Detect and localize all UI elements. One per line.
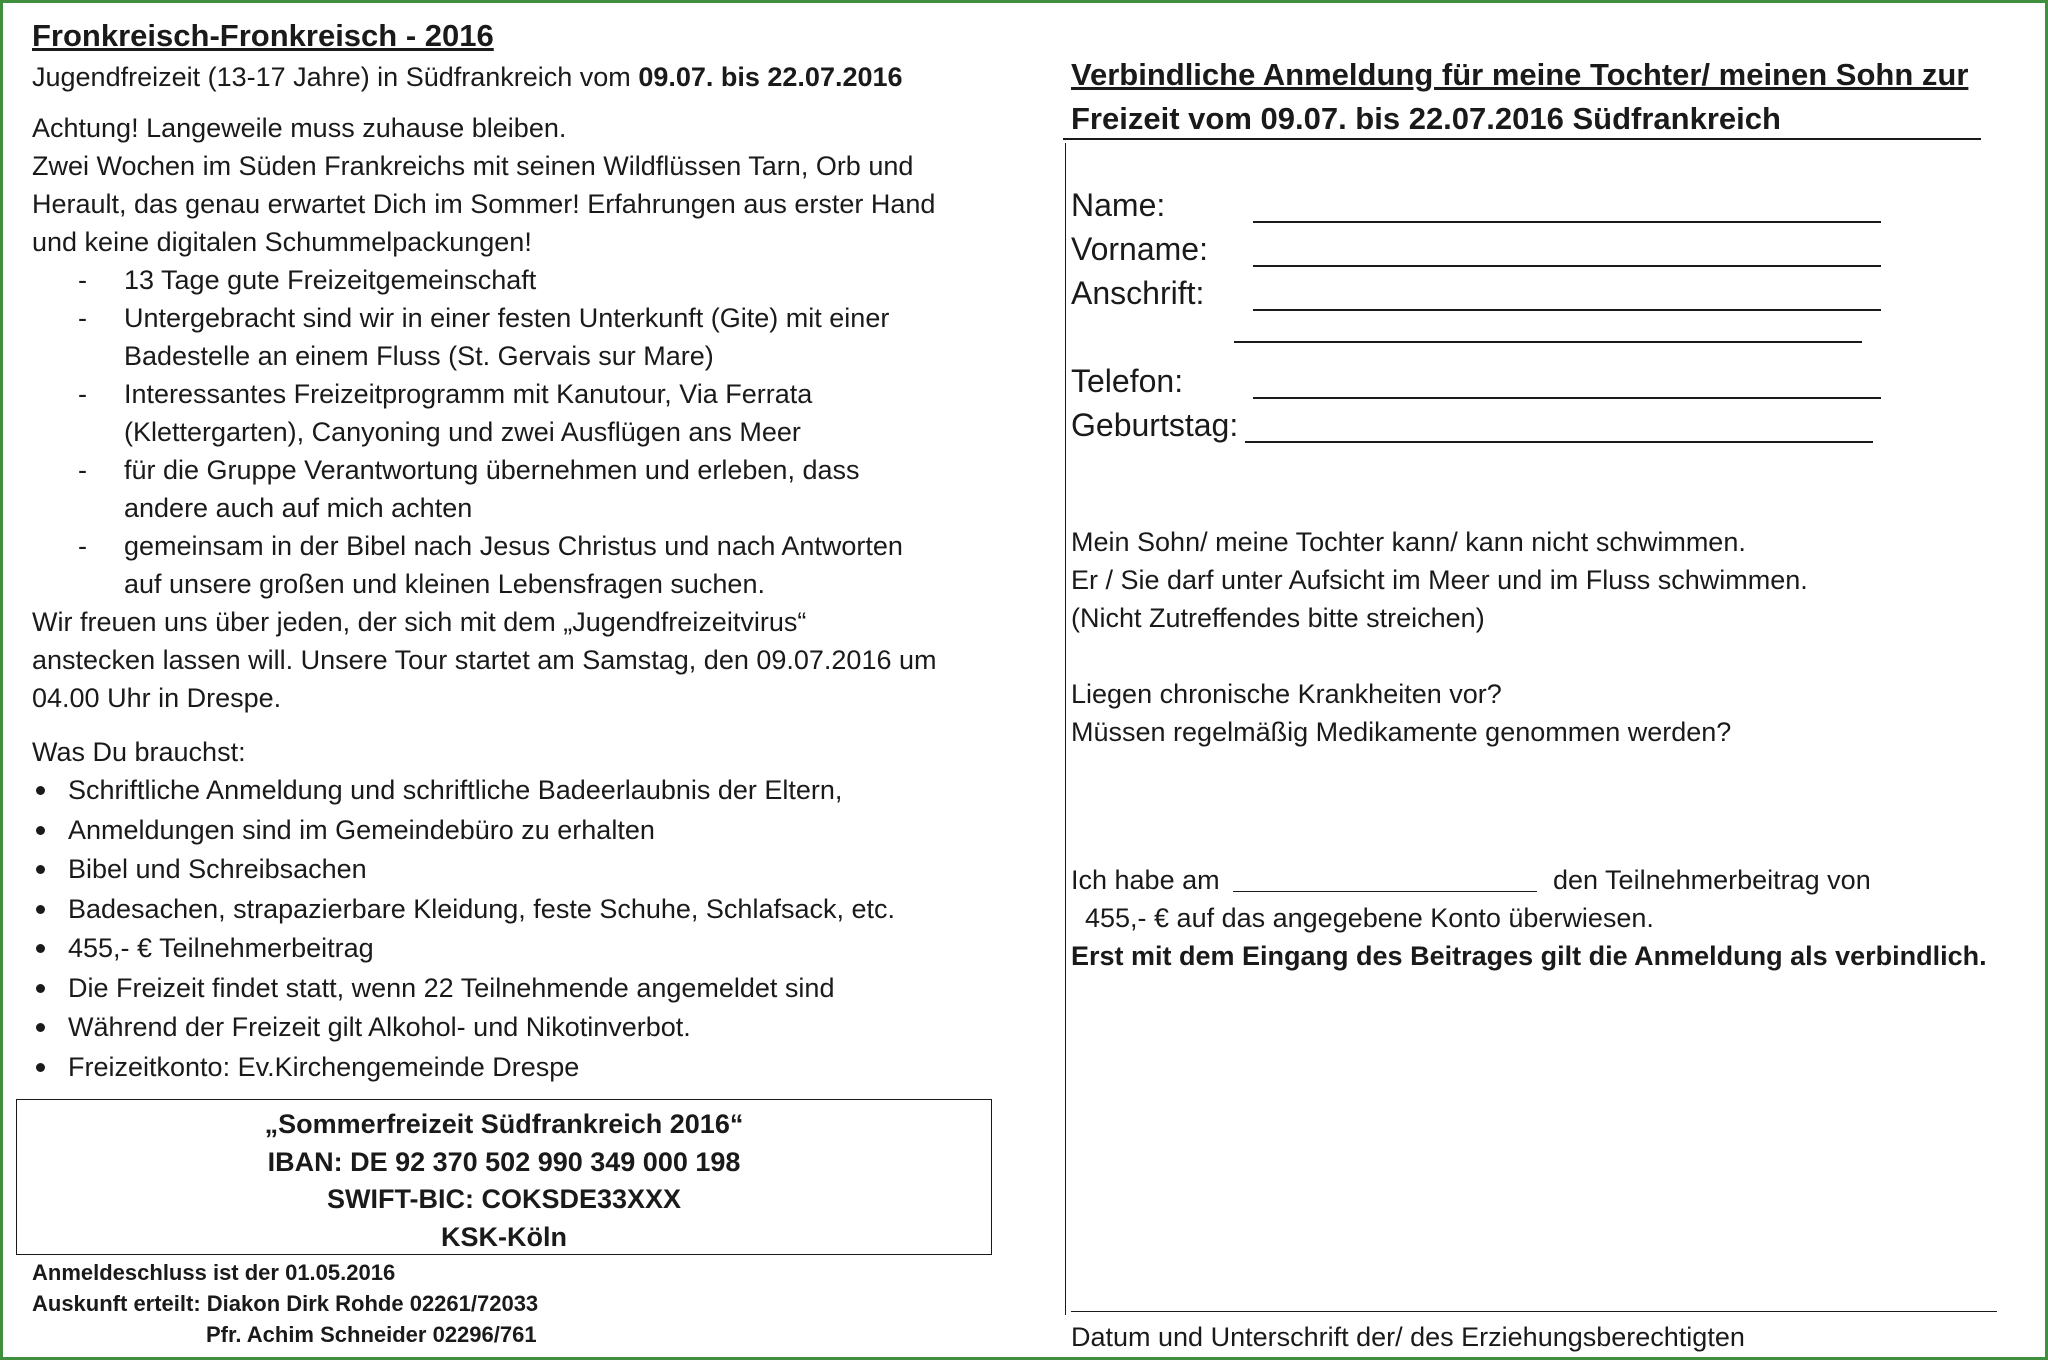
bullet-icon	[36, 865, 45, 874]
bullet-icon	[36, 1063, 45, 1072]
phone-field	[1071, 359, 2011, 403]
bring-list-title: Was Du brauchst:	[32, 737, 246, 767]
subtitle-text: Jugendfreizeit (13-17 Jahre) in Südfrankreich vom	[32, 62, 639, 92]
dash-marker: -	[78, 455, 87, 485]
bring-list-item	[32, 929, 992, 969]
name-field	[1071, 183, 2011, 227]
payment-date-input-line[interactable]	[1233, 891, 1537, 892]
bring-list-item	[32, 1048, 992, 1088]
bullet-icon	[36, 984, 45, 993]
phone-label: Telefon:	[1071, 363, 1184, 399]
bring-list-item	[32, 850, 992, 890]
address-input-line[interactable]	[1253, 309, 1881, 311]
dash-list	[32, 261, 992, 603]
outro-paragraph	[32, 603, 992, 717]
payment-section	[1071, 861, 2031, 975]
bring-list-item	[32, 811, 992, 851]
outro-line: Wir freuen uns über jeden, der sich mit dem „Jugendfreizeitvirus“	[32, 607, 807, 637]
form-title-line1: Verbindliche Anmeldung für meine Tochter/ meinen Sohn zur	[1071, 57, 1969, 92]
info-column	[32, 15, 992, 1087]
bring-list-item	[32, 771, 992, 811]
first-name-input-line[interactable]	[1253, 265, 1881, 267]
registration-deadline: Anmeldeschluss ist der 01.05.2016	[32, 1260, 396, 1285]
intro-paragraph	[32, 109, 992, 261]
bullet-icon	[36, 905, 45, 914]
dash-item-line: Untergebracht sind wir in einer festen Unterkunft (Gite) mit einer	[124, 303, 890, 333]
column-divider	[1065, 143, 1066, 1315]
bring-item-text: Badesachen, strapazierbare Kleidung, feste Schuhe, Schlafsack, etc.	[68, 893, 895, 924]
first-name-label: Vorname:	[1071, 231, 1208, 267]
name-input-line[interactable]	[1253, 221, 1881, 223]
dash-item-line: (Klettergarten), Canyoning und zwei Ausflügen ans Meer	[124, 417, 801, 447]
address-label: Anschrift:	[1071, 275, 1205, 311]
swim-permission: Er / Sie darf unter Aufsicht im Meer und im Fluss schwimmen.	[1071, 565, 1808, 595]
bring-item-text: Während der Freizeit gilt Alkohol- und Nikotinverbot.	[68, 1012, 691, 1042]
subtitle	[32, 57, 992, 97]
dash-item-line: Badestelle an einem Fluss (St. Gervais sur Mare)	[124, 341, 714, 371]
intro-line: Herault, das genau erwartet Dich im Sommer! Erfahrungen aus erster Hand	[32, 189, 936, 219]
bank-name: KSK-Köln	[441, 1221, 567, 1252]
bring-list-item	[32, 890, 992, 930]
dash-marker: -	[78, 303, 87, 333]
bullet-icon	[36, 944, 45, 953]
bring-list-item	[32, 1008, 992, 1048]
health-section	[1071, 675, 2011, 751]
bullet-icon	[36, 826, 45, 835]
bank-details-box	[16, 1099, 992, 1255]
dash-marker: -	[78, 379, 87, 409]
dash-item-line: gemeinsam in der Bibel nach Jesus Christus und nach Antworten	[124, 531, 903, 561]
iban: IBAN: DE 92 370 502 990 349 000 198	[267, 1146, 741, 1177]
registration-form	[1071, 53, 2011, 971]
bullet-icon	[36, 786, 45, 795]
bring-list-item	[32, 969, 992, 1009]
swift-bic: SWIFT-BIC: COKSDE33XXX	[326, 1184, 682, 1214]
bring-item-text: Anmeldungen sind im Gemeindebüro zu erhalten	[68, 814, 655, 845]
dash-list-item	[32, 261, 992, 299]
bring-item-text: Die Freizeit findet statt, wenn 22 Teilnehmende angemeldet sind	[68, 972, 835, 1003]
dash-marker: -	[78, 531, 87, 561]
bring-item-text: 455,- € Teilnehmerbeitrag	[68, 933, 374, 963]
birthday-field	[1071, 403, 2011, 447]
bring-item-text: Schriftliche Anmeldung und schriftliche Badeerlaubnis der Eltern,	[68, 775, 843, 805]
swimming-section	[1071, 523, 2011, 637]
address-input-line-2[interactable]	[1234, 341, 1862, 343]
contact-deacon: Auskunft erteilt: Diakon Dirk Rohde 02261/72033	[32, 1291, 539, 1316]
form-title-underline	[1063, 138, 1981, 140]
medication-question: Müssen regelmäßig Medikamente genommen werden?	[1071, 717, 1732, 747]
dash-item-line: für die Gruppe Verantwortung übernehmen und erleben, dass	[124, 455, 860, 485]
signature-label: Datum und Unterschrift der/ des Erziehungsberechtigten	[1071, 1322, 1745, 1352]
payment-binding-note: Erst mit dem Eingang des Beitrages gilt die Anmeldung als verbindlich.	[1071, 941, 1987, 971]
intro-line: und keine digitalen Schummelpackungen!	[32, 227, 532, 257]
outro-line: 04.00 Uhr in Drespe.	[32, 683, 282, 713]
dash-list-item	[32, 375, 992, 451]
dash-list-item	[32, 451, 992, 527]
outro-line: anstecken lassen will. Unsere Tour startet am Samstag, den 09.07.2016 um	[32, 645, 937, 675]
swim-note: (Nicht Zutreffendes bitte streichen)	[1071, 603, 1485, 633]
payment-line	[1071, 861, 2031, 899]
name-label: Name:	[1071, 187, 1166, 223]
page-title: Fronkreisch-Fronkreisch - 2016	[32, 18, 494, 53]
dash-marker: -	[78, 265, 87, 295]
intro-line: Achtung! Langeweile muss zuhause bleiben.	[32, 113, 567, 143]
dash-item-line: 13 Tage gute Freizeitgemeinschaft	[124, 265, 537, 295]
payment-amount: 455,- € auf das angegebene Konto überwiesen.	[1085, 903, 1654, 933]
birthday-input-line[interactable]	[1245, 441, 1873, 443]
subtitle-dates: 09.07. bis 22.07.2016	[638, 62, 903, 92]
account-name: „Sommerfreizeit Südfrankreich 2016“	[264, 1109, 744, 1139]
bullet-icon	[36, 1023, 45, 1032]
bring-item-text: Freizeitkonto: Ev.Kirchengemeinde Drespe	[68, 1051, 580, 1082]
address-field	[1071, 271, 2011, 315]
address-second-line	[1071, 315, 2011, 359]
personal-fields	[1071, 183, 2011, 447]
phone-input-line[interactable]	[1253, 397, 1881, 399]
chronic-illness-question: Liegen chronische Krankheiten vor?	[1071, 679, 1502, 709]
intro-line: Zwei Wochen im Süden Frankreichs mit seinen Wildflüssen Tarn, Orb und	[32, 151, 914, 181]
contact-pastor: Pfr. Achim Schneider 02296/761	[206, 1322, 537, 1347]
birthday-label: Geburtstag:	[1071, 407, 1239, 443]
contact-info	[32, 1257, 792, 1350]
bring-list	[32, 771, 992, 1087]
dash-list-item	[32, 299, 992, 375]
payment-before-text: Ich habe am	[1071, 865, 1220, 895]
first-name-field	[1071, 227, 2011, 271]
signature-input-line[interactable]	[1071, 1311, 1997, 1312]
dash-item-line: Interessantes Freizeitprogramm mit Kanutour, Via Ferrata	[124, 379, 813, 409]
payment-after-text: den Teilnehmerbeitrag von	[1553, 865, 1871, 895]
dash-item-line: andere auch auf mich achten	[124, 493, 473, 523]
swim-ability[interactable]: Mein Sohn/ meine Tochter kann/ kann nicht schwimmen.	[1071, 527, 1746, 557]
dash-item-line: auf unsere großen und kleinen Lebensfragen suchen.	[124, 569, 765, 599]
dash-list-item	[32, 527, 992, 603]
bring-item-text: Bibel und Schreibsachen	[68, 854, 367, 884]
form-title-line2: Freizeit vom 09.07. bis 22.07.2016 Südfrankreich	[1071, 101, 1781, 136]
